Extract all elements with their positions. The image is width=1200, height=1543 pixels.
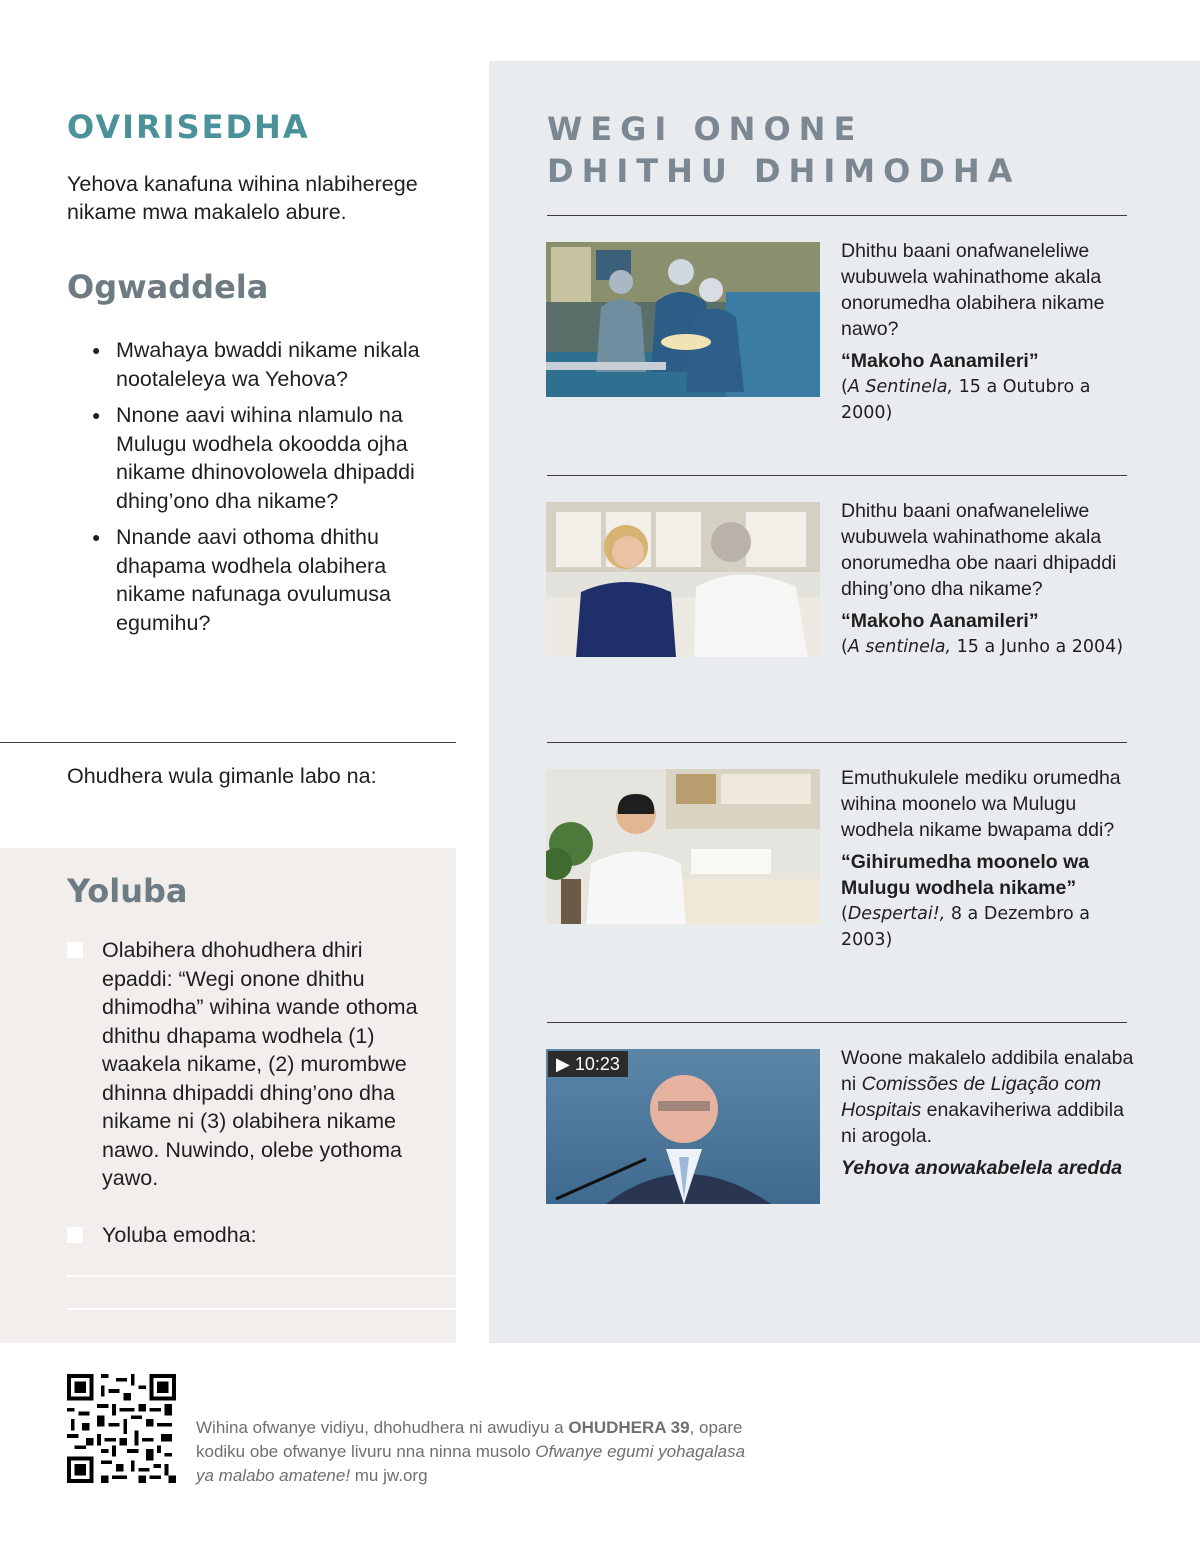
task-text: Olabihera dhohudhera dhiri epaddi: “Wegi onone dhithu dhimodha” wihina wande othoma dhithu dhapama wodhela (1) waakela nikame, (2) murombwe dhinna dhipaddi dhing’ono dha nikame ni (3) olabihera nikame nawo. Nuwindo, olebe yothoma yawo. — [102, 938, 418, 1190]
publication-name: A Sentinela, — [847, 377, 954, 397]
item-question: Dhithu baani onafwaneleliwe wubuwela wahinathome akala onorumedha olabihera nikame nawo? — [841, 240, 1105, 340]
article-source: (Despertai!, 8 a Dezembro a 2003) — [841, 904, 1090, 950]
video-duration: ▶ 10:23 — [548, 1051, 628, 1077]
publication-name: A sentinela, — [847, 637, 952, 657]
task-item — [67, 1221, 437, 1250]
review-questions — [92, 336, 452, 645]
doctor-photo[interactable] — [546, 769, 820, 924]
item-doctor — [841, 765, 1141, 953]
publication-date: 15 a Outubro a 2000) — [841, 377, 1091, 423]
completion-date-label: Ohudhera wula gimanle labo na: — [67, 764, 377, 788]
item-question: Dhithu baani onafwaneleliwe wubuwela wahinathome akala onorumedha obe naari dhipaddi dhing’ono dha nikame? — [841, 500, 1117, 600]
article-link[interactable]: “Gihirumedha moonelo wa Mulugu wodhela nikame” — [841, 851, 1090, 899]
qr-code[interactable] — [67, 1374, 176, 1483]
article-link[interactable]: “Makoho Aanamileri” — [841, 610, 1039, 632]
review-question: ● Mwahaya bwaddi nikame nikala nootaleleya wa Yehova? — [92, 336, 452, 393]
task-checkbox[interactable] — [67, 1227, 83, 1243]
item-video — [841, 1045, 1141, 1181]
divider — [547, 215, 1127, 216]
item-consultation — [841, 498, 1141, 660]
task-text: Yoluba emodha: — [102, 1223, 257, 1247]
divider — [547, 475, 1127, 476]
book-title: Ofwanye egumi yohagalasa ya malabo amatene! — [196, 1442, 746, 1485]
writing-line[interactable] — [67, 1275, 456, 1277]
item-surgery — [841, 238, 1141, 426]
title-line-2: DHITHU DHIMODHA — [547, 152, 1021, 190]
website-link[interactable]: mu jw.org — [350, 1466, 428, 1485]
item-question: Emuthukulele mediku orumedha wihina moonelo wa Mulugu wodhela nikame bwapama ddi? — [841, 767, 1121, 841]
video-link[interactable]: Yehova anowakabelela aredda — [841, 1157, 1123, 1179]
publication-name: Despertai!, — [847, 904, 946, 924]
article-link[interactable]: “Makoho Aanamileri” — [841, 350, 1039, 372]
summary-text: Yehova kanafuna wihina nlabiherege nikame mwa makalelo abure. — [67, 172, 418, 224]
review-heading: Ogwaddela — [67, 268, 269, 306]
article-source: (A Sentinela, 15 a Outubro a 2000) — [841, 377, 1091, 423]
article-source: (A sentinela, 15 a Junho a 2004) — [841, 637, 1124, 657]
task-item — [67, 936, 437, 1193]
divider — [0, 742, 456, 743]
publication-date: 15 a Junho a 2004) — [951, 637, 1124, 657]
review-question: ● Nnande aavi othoma dhithu dhapama wodhela olabihera nikame nafunaga ovulumusa egumihu? — [92, 523, 452, 637]
tasks-heading: Yoluba — [67, 872, 188, 910]
consultation-photo[interactable] — [546, 502, 820, 657]
summary-heading: OVIRISEDHA — [67, 108, 310, 146]
review-question: ● Nnone aavi wihina nlamulo na Mulugu wodhela okoodda ojha nikame dhinovolowela dhipaddi dhing’ono dha nikame? — [92, 401, 452, 515]
surgery-photo[interactable] — [546, 242, 820, 397]
divider — [547, 1022, 1127, 1023]
footer-instructions: Wihina ofwanye vidiyu, dhohudhera ni awudiyu a OHUDHERA 39, opare kodiku obe ofwanye livuru nna ninna musolo Ofwanye egumi yohagalasa ya malabo amatene! mu jw.org — [196, 1418, 746, 1485]
video-description: Woone makalelo addibila enalaba ni Comissões de Ligação com Hospitais enakaviheriwa addibila ni arogola. — [841, 1047, 1134, 1147]
related-info-title — [547, 108, 1147, 192]
task-checkbox[interactable] — [67, 942, 83, 958]
title-line-1: WEGI ONONE — [547, 110, 864, 148]
divider — [547, 742, 1127, 743]
writing-line[interactable] — [67, 1308, 456, 1310]
publication-date: 8 a Dezembro a 2003) — [841, 904, 1090, 950]
lesson-number: OHUDHERA 39 — [568, 1418, 690, 1437]
